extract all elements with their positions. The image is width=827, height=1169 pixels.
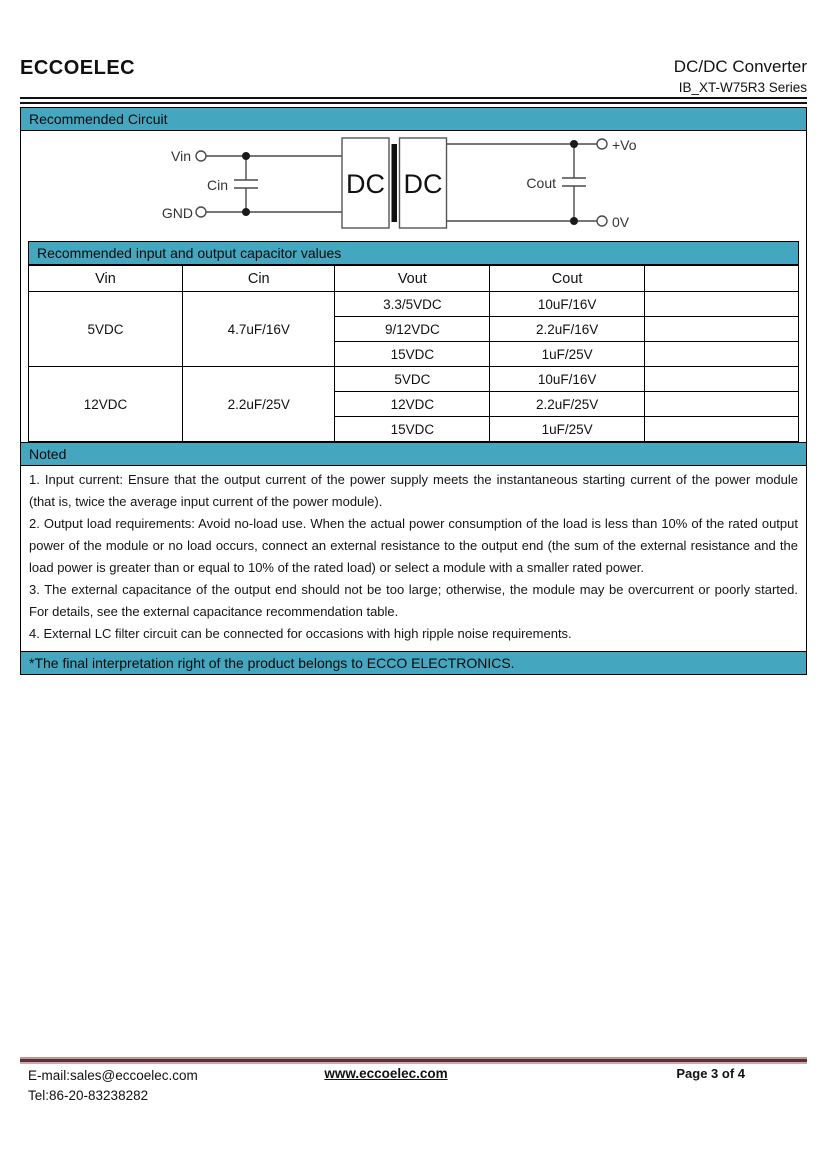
vout-cell: 5VDC — [335, 367, 490, 392]
cout-cell: 2.2uF/16V — [490, 317, 645, 342]
col-header-cout: Cout — [490, 266, 645, 292]
gnd-label: GND — [161, 205, 193, 221]
isolation-bar — [392, 144, 398, 222]
footer-rule — [20, 1057, 807, 1064]
capacitor-values-banner: Recommended input and output capacitor values — [28, 241, 799, 265]
table-row — [29, 292, 799, 317]
empty-cell — [644, 367, 798, 392]
vout-cell: 12VDC — [335, 392, 490, 417]
company-logo: ECCOELEC — [20, 57, 136, 79]
empty-cell — [644, 317, 798, 342]
cout-cell: 10uF/16V — [490, 292, 645, 317]
note-item-2: 2. Output load requirements: Avoid no-load use. When the actual power consumption of the load is less than 10% of the rated output power of the module or no load occurs, connect an external resistance to the output end (the sum of the external resistance and the load power is greater than or equal to 10% of the rated load) or select a module with a smaller rated power. — [29, 516, 798, 575]
vin-terminal — [196, 151, 206, 161]
vout-cell: 9/12VDC — [335, 317, 490, 342]
output-bottom-junction-dot — [570, 217, 578, 225]
cout-cell: 1uF/25V — [490, 417, 645, 442]
dc-right-label: DC — [403, 169, 443, 199]
footer-page-number: Page 3 of 4 — [676, 1066, 745, 1081]
cin-capacitor — [234, 180, 258, 188]
vout-cell: 3.3/5VDC — [335, 292, 490, 317]
series-title: IB_XT-W75R3 Series — [678, 80, 807, 95]
footer-tel: Tel:86-20-83238282 — [28, 1088, 149, 1103]
empty-cell — [644, 292, 798, 317]
circuit-svg — [21, 131, 806, 238]
col-header-empty — [644, 266, 798, 292]
header-double-rule — [20, 97, 807, 104]
cin-cell: 2.2uF/25V — [183, 367, 335, 442]
vin-label: Vin — [171, 148, 191, 164]
vin-cell: 5VDC — [29, 292, 183, 367]
table-row — [29, 367, 799, 392]
cin-cell: 4.7uF/16V — [183, 292, 335, 367]
output-top-junction-dot — [570, 140, 578, 148]
footer-website — [20, 1066, 752, 1081]
empty-cell — [644, 342, 798, 367]
input-top-junction-dot — [242, 152, 250, 160]
capacitor-table — [28, 265, 799, 442]
col-header-cin: Cin — [183, 266, 335, 292]
recommended-circuit-banner: Recommended Circuit — [21, 108, 806, 131]
cout-capacitor — [562, 178, 586, 186]
output-wires — [447, 144, 598, 221]
vout-cell: 15VDC — [335, 417, 490, 442]
vout-cell: 15VDC — [335, 342, 490, 367]
cout-cell: 10uF/16V — [490, 367, 645, 392]
empty-cell — [644, 392, 798, 417]
footer-email: E-mail:sales@eccoelec.com — [28, 1068, 198, 1083]
content-box — [20, 107, 807, 675]
vo-label: +Vo — [612, 137, 637, 153]
gnd-terminal — [196, 207, 206, 217]
empty-cell — [644, 417, 798, 442]
col-header-vout: Vout — [335, 266, 490, 292]
zero-v-label: 0V — [612, 214, 630, 230]
dc-left-label: DC — [346, 169, 385, 199]
cout-label: Cout — [526, 175, 556, 191]
cout-cell: 1uF/25V — [490, 342, 645, 367]
note-item-3: 3. The external capacitance of the output end should not be too large; otherwise, the module may be overcurrent or poorly started. For details, see the external capacitance recommendation table. — [29, 582, 798, 619]
input-bottom-junction-dot — [242, 208, 250, 216]
col-header-vin: Vin — [29, 266, 183, 292]
cout-cell: 2.2uF/25V — [490, 392, 645, 417]
header-titles — [674, 57, 807, 95]
vo-terminal — [597, 139, 607, 149]
noted-banner: Noted — [21, 442, 806, 466]
note-item-1: 1. Input current: Ensure that the output current of the power supply meets the instantaneous starting current of the power module (that is, twice the average input current of the power module). — [29, 472, 798, 509]
footer-website-link[interactable]: www.eccoelec.com — [324, 1066, 448, 1081]
zero-v-terminal — [597, 216, 607, 226]
note-item-4: 4. External LC filter circuit can be connected for occasions with high ripple noise requirements. — [29, 626, 572, 641]
header — [20, 57, 807, 95]
circuit-diagram — [21, 131, 806, 238]
product-title: DC/DC Converter — [673, 57, 807, 76]
vin-cell: 12VDC — [29, 367, 183, 442]
capacitor-table-section — [21, 238, 806, 442]
notes-list — [21, 466, 806, 651]
cin-label: Cin — [206, 177, 228, 193]
table-header-row — [29, 266, 799, 292]
interpretation-banner: *The final interpretation right of the product belongs to ECCO ELECTRONICS. — [21, 651, 806, 674]
